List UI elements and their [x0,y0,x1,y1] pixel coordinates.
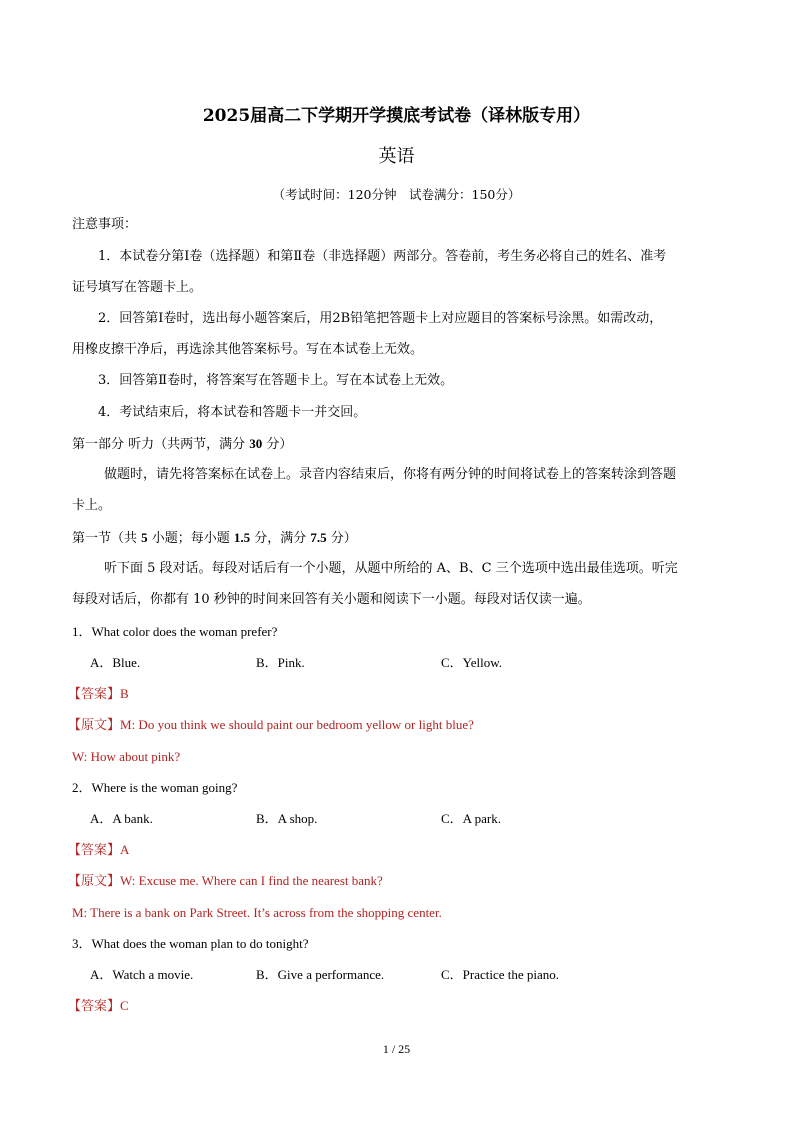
question-3-option-a: A．Watch a movie. [90,967,194,982]
question-3-stem: 3．What does the woman plan to do tonight? [72,936,309,951]
question-2-option-b: B．A shop. [256,811,318,826]
section1-instruction-line-2: 每段对话后，你都有 10 秒钟的时间来回答有关小题和阅读下一小题。每段对话仅读一遍。 [72,592,591,607]
question-1-option-a: A．Blue. [90,655,141,670]
question-2-option-c: C．A park. [441,811,501,826]
notes-heading: 注意事项： [72,217,138,232]
question-1-answer: 【答案】B [68,686,129,702]
question-1-option-c: C．Yellow. [441,655,503,670]
note-item-1-line-2: 证号填写在答题卡上。 [72,280,203,295]
section1-instruction-line-1: 听下面 5 段对话。每段对话后有一个小题，从题中所给的 A、B、C 三个选项中选出最佳选项。听完 [104,561,678,576]
exam-info: （考试时间：120分钟 试卷满分：150分） [272,187,521,202]
question-1-option-b: B．Pink. [256,655,305,670]
question-2-option-a: A．A bank. [90,811,153,826]
question-3-option-c: C．Practice the piano. [441,967,560,982]
note-item-2-line-1: 2．回答第Ⅰ卷时，选出每小题答案后，用2B铅笔把答题卡上对应题目的答案标号涂黑。如需改动， [98,311,663,326]
part1-instruction-line-1: 做题时，请先将答案标在试卷上。录音内容结束后，你将有两分钟的时间将试卷上的答案转涂到答题 [104,467,677,482]
page-number: 1 / 25 [382,1042,411,1056]
question-2-script-line-2: M: There is a bank on Park Street. It’s across from the shopping center. [72,905,442,920]
note-item-2-line-2: 用橡皮擦干净后，再选涂其他答案标号。写在本试卷上无效。 [72,342,424,357]
note-item-4: 4．考试结束后，将本试卷和答题卡一并交回。 [98,405,367,420]
subject-title: 英语 [378,146,415,167]
note-item-3: 3．回答第Ⅱ卷时，将答案写在答题卡上。写在本试卷上无效。 [98,373,454,388]
question-2-script-line-1: 【原文】W: Excuse me. Where can I find the nearest bank? [68,873,383,889]
page-title: 2025届高二下学期开学摸底考试卷（译林版专用） [202,106,591,126]
note-item-1-line-1: 1．本试卷分第Ⅰ卷（选择题）和第Ⅱ卷（非选择题）两部分。答卷前，考生务必将自己的姓名、准考 [98,249,667,264]
section1-heading: 第一节（共 5 小题；每小题 1.5 分，满分 7.5 分） [72,530,357,546]
question-2-stem: 2．Where is the woman going? [72,780,238,795]
question-1-stem: 1．What color does the woman prefer? [72,624,278,639]
question-3-option-b: B．Give a performance. [256,967,385,982]
question-2-answer: 【答案】A [68,842,130,858]
question-3-answer: 【答案】C [68,998,129,1014]
part1-instruction-line-2: 卡上。 [72,498,112,513]
question-1-script-line-1: 【原文】M: Do you think we should paint our bedroom yellow or light blue? [68,717,474,733]
part1-heading: 第一部分 听力（共两节，满分 30 分） [72,436,293,452]
question-1-script-line-2: W: How about pink? [72,749,181,764]
